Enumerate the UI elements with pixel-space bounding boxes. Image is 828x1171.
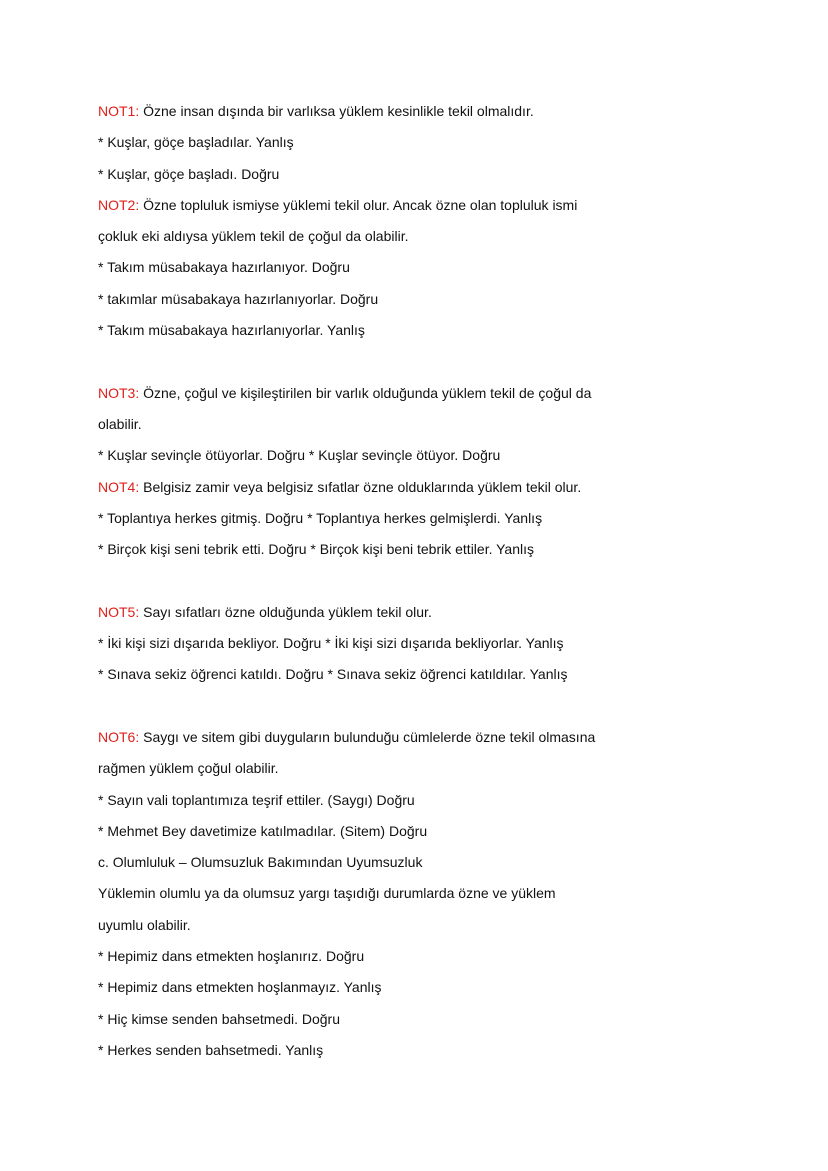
text-line: [98, 628, 798, 659]
text-line: [98, 284, 798, 315]
line-text: * İki kişi sizi dışarıda bekliyor. Doğru * İki kişi sizi dışarıda bekliyorlar. Yanlış: [98, 635, 564, 652]
line-text: * Hepimiz dans etmekten hoşlanırız. Doğru: [98, 948, 365, 965]
text-line: [98, 534, 798, 565]
text-line: [98, 1035, 798, 1066]
text-line: [98, 409, 798, 440]
text-line: [98, 127, 798, 158]
text-line: [98, 847, 798, 878]
text-line: [98, 785, 798, 816]
line-text: * Herkes senden bahsetmedi. Yanlış: [98, 1041, 324, 1058]
text-line: [98, 910, 798, 941]
note-label: NOT6:: [98, 728, 140, 745]
line-text: * Toplantıya herkes gitmiş. Doğru * Toplantıya herkes gelmişlerdi. Yanlış: [98, 509, 543, 526]
note-line: [98, 472, 798, 503]
note-line: [98, 722, 798, 753]
blank-line: [98, 346, 798, 377]
line-text: * Kuşlar, göçe başladılar. Yanlış: [98, 134, 294, 151]
line-text: * takımlar müsabakaya hazırlanıyorlar. Doğru: [98, 290, 379, 307]
note-line: [98, 378, 798, 409]
text-line: [98, 972, 798, 1003]
line-text: uyumlu olabilir.: [98, 916, 191, 933]
line-text: * Takım müsabakaya hazırlanıyorlar. Yanlış: [98, 322, 365, 339]
text-line: [98, 159, 798, 190]
text-line: [98, 659, 798, 690]
text-line: [98, 1004, 798, 1035]
line-text: * Takım müsabakaya hazırlanıyor. Doğru: [98, 259, 350, 276]
line-text: rağmen yüklem çoğul olabilir.: [98, 760, 279, 777]
line-text: * Kuşlar, göçe başladı. Doğru: [98, 165, 280, 182]
note-line: [98, 190, 798, 221]
line-text: Yüklemin olumlu ya da olumsuz yargı taşıdığı durumlarda özne ve yüklem: [98, 885, 556, 902]
text-line: [98, 816, 798, 847]
line-text: c. Olumluluk – Olumsuzluk Bakımından Uyumsuzluk: [98, 854, 423, 871]
line-text: Belgisiz zamir veya belgisiz sıfatlar özne olduklarında yüklem tekil olur.: [139, 478, 582, 495]
line-text: çokluk eki aldıysa yüklem tekil de çoğul da olabilir.: [98, 228, 409, 245]
line-text: * Sayın vali toplantımıza teşrif ettiler. (Saygı) Doğru: [98, 791, 415, 808]
note-label: NOT1:: [98, 103, 140, 119]
text-line: [98, 941, 798, 972]
line-text: * Birçok kişi seni tebrik etti. Doğru * Birçok kişi beni tebrik ettiler. Yanlış: [98, 541, 534, 558]
note-label: NOT3:: [98, 384, 140, 401]
note-label: NOT2:: [98, 196, 140, 213]
line-text: * Mehmet Bey davetimize katılmadılar. (Sitem) Doğru: [98, 822, 428, 839]
text-line: [98, 252, 798, 283]
text-line: [98, 503, 798, 534]
blank-line: [98, 565, 798, 596]
document-body: [98, 96, 798, 1066]
text-line: [98, 315, 798, 346]
text-line: [98, 440, 798, 471]
note-label: NOT4:: [98, 478, 140, 495]
line-text: olabilir.: [98, 415, 142, 432]
line-text: Özne, çoğul ve kişileştirilen bir varlık olduğunda yüklem tekil de çoğul da: [139, 384, 592, 401]
line-text: Sayı sıfatları özne olduğunda yüklem tekil olur.: [139, 603, 432, 620]
note-label: NOT5:: [98, 603, 140, 620]
line-text: * Sınava sekiz öğrenci katıldı. Doğru * Sınava sekiz öğrenci katıldılar. Yanlış: [98, 666, 568, 683]
blank-line: [98, 691, 798, 722]
note-line: [98, 597, 798, 628]
line-text: * Hepimiz dans etmekten hoşlanmayız. Yanlış: [98, 979, 382, 996]
line-text: Özne insan dışında bir varlıksa yüklem kesinlikle tekil olmalıdır.: [139, 103, 534, 119]
text-line: [98, 221, 798, 252]
text-line: [98, 878, 798, 909]
line-text: Saygı ve sitem gibi duyguların bulunduğu cümlelerde özne tekil olmasına: [139, 728, 596, 745]
text-line: [98, 753, 798, 784]
line-text: Özne topluluk ismiyse yüklemi tekil olur. Ancak özne olan topluluk ismi: [139, 196, 578, 213]
line-text: * Kuşlar sevinçle ötüyorlar. Doğru * Kuşlar sevinçle ötüyor. Doğru: [98, 447, 501, 464]
line-text: * Hiç kimse senden bahsetmedi. Doğru: [98, 1010, 341, 1027]
note-line: [98, 96, 798, 127]
